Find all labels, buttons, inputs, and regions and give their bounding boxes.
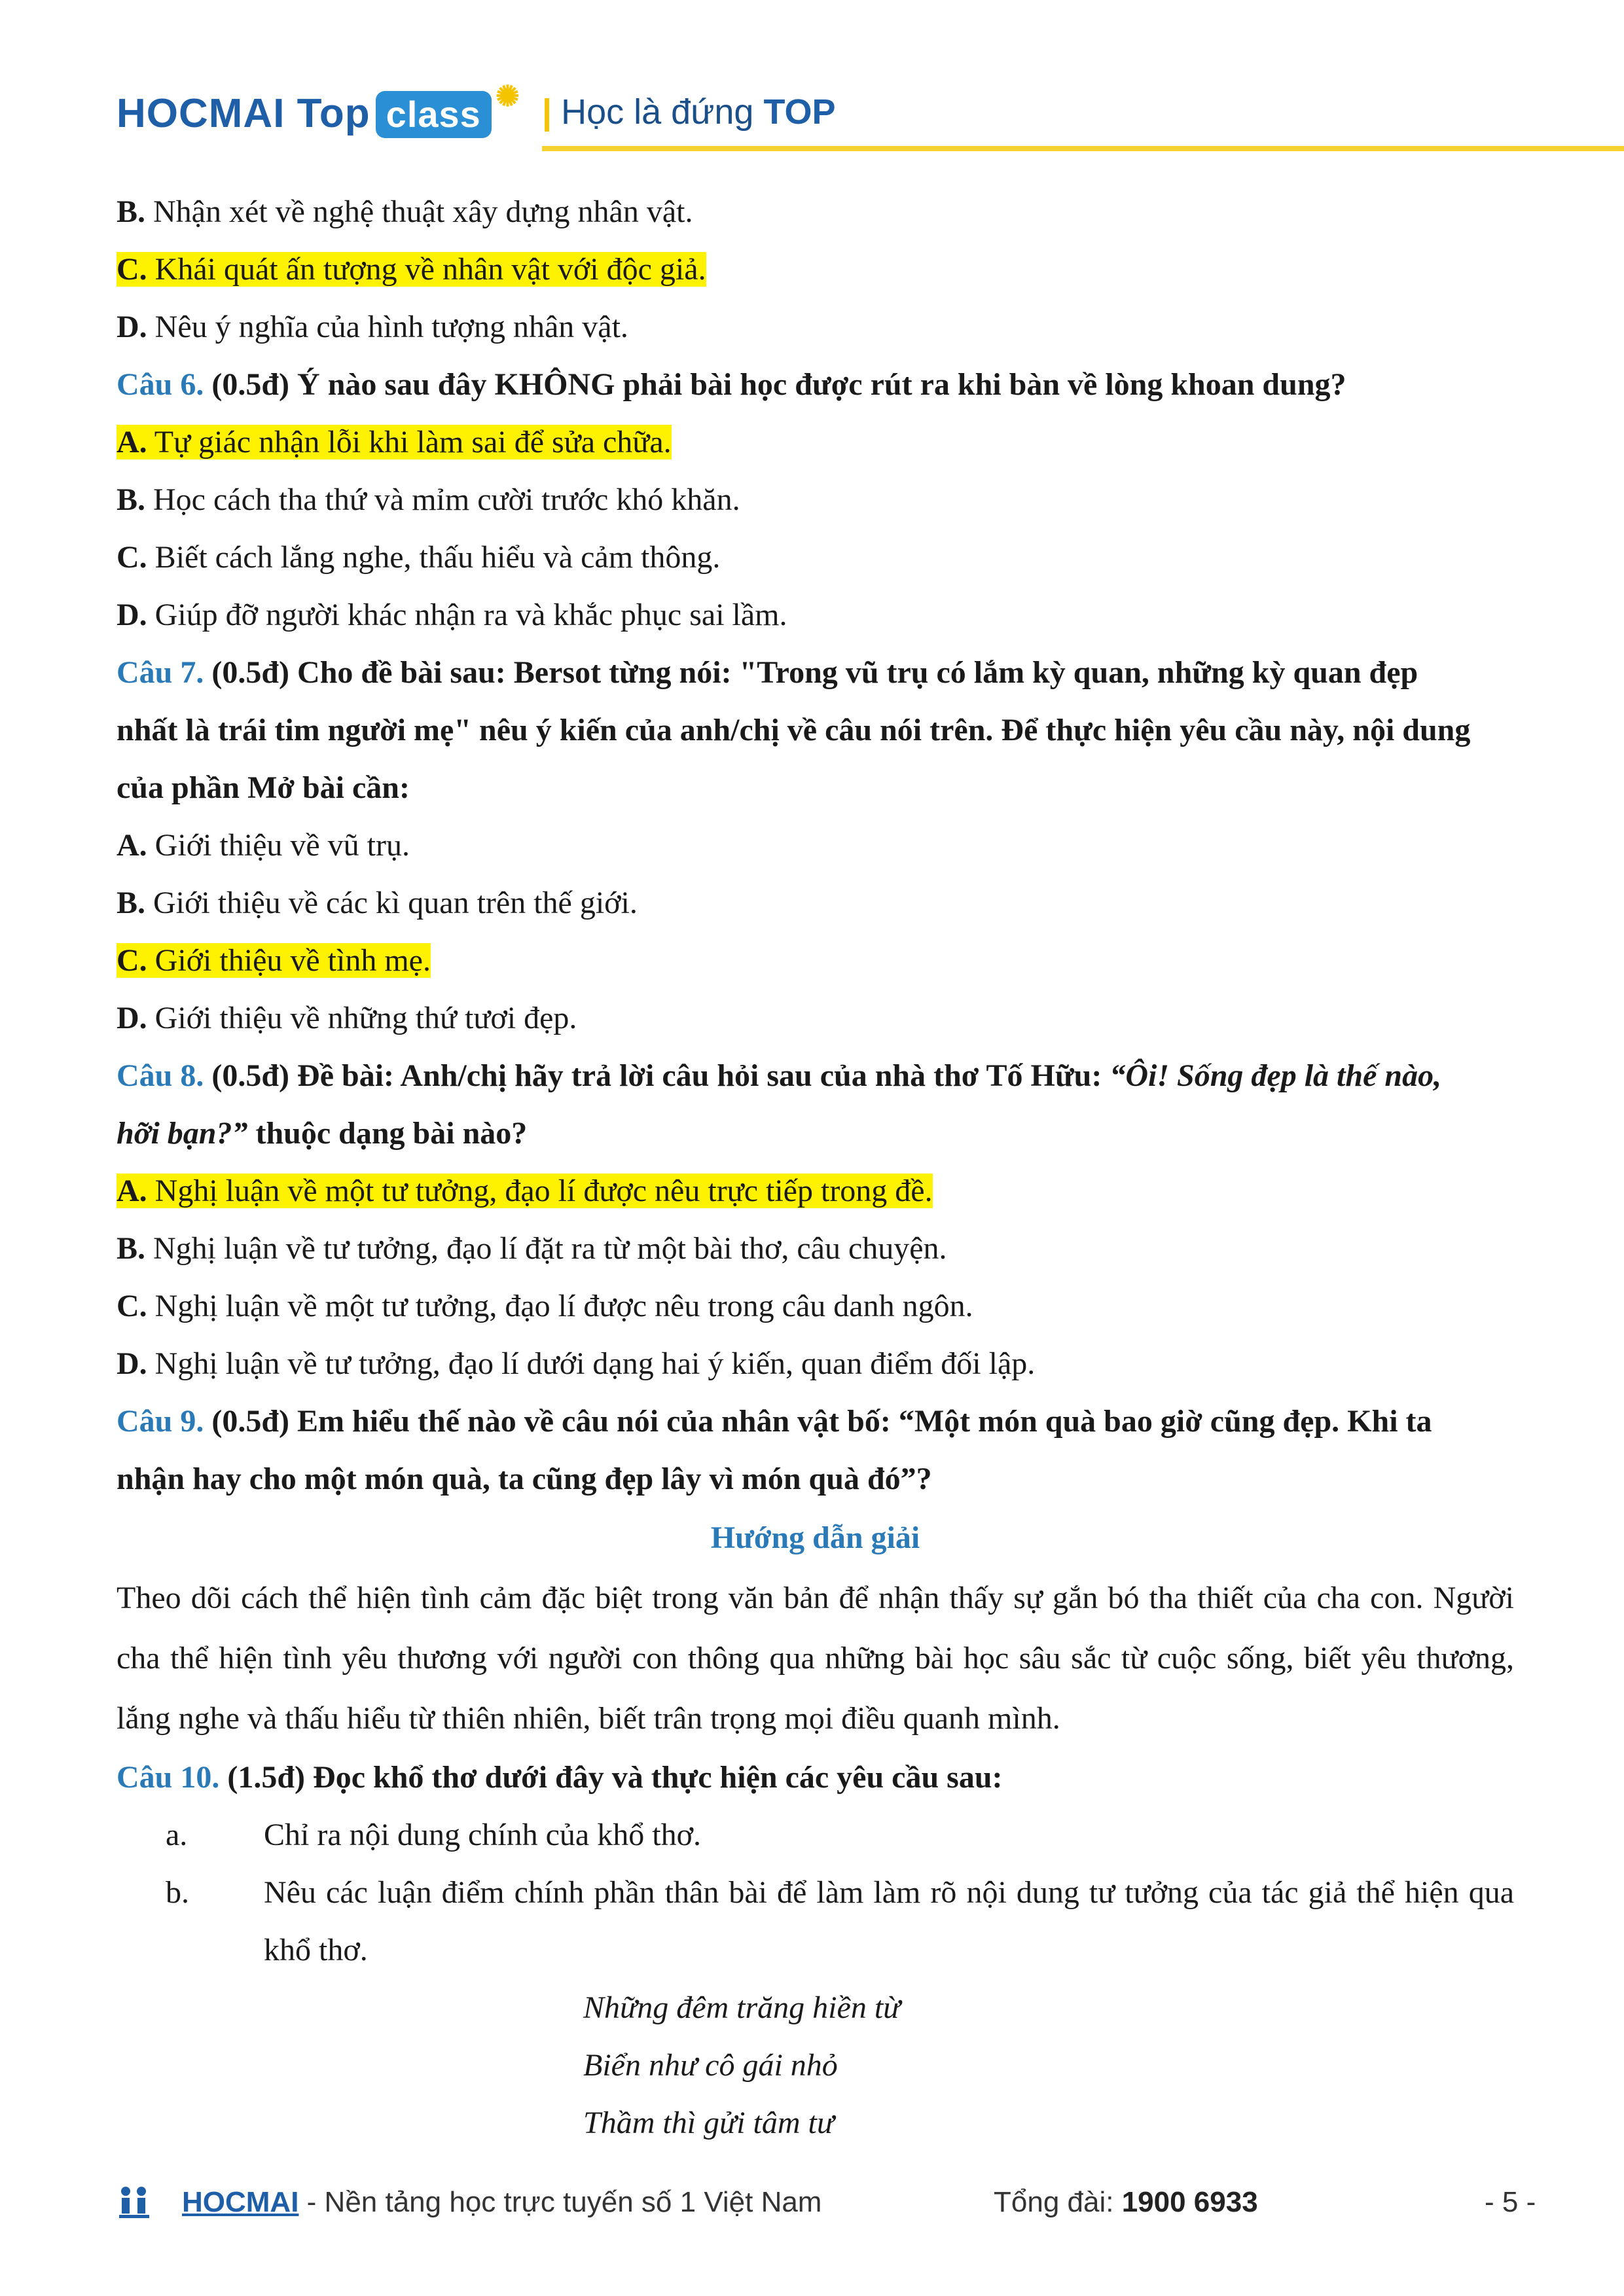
sub-item bbox=[117, 1864, 1514, 1979]
brand-link[interactable]: HOCMAI bbox=[182, 2186, 299, 2218]
brand-slogan: - Nền tảng học trực tuyến số 1 Việt Nam bbox=[298, 2186, 822, 2218]
option-label: A. bbox=[117, 425, 147, 459]
question-text: (0.5đ) Cho đề bài sau: Bersot từng nói: "Trong vũ trụ có lắm kỳ quan, những kỳ quan đẹp bbox=[204, 655, 1418, 690]
question-text bbox=[117, 1105, 1514, 1162]
option-label: D. bbox=[117, 1001, 147, 1035]
option-line bbox=[117, 1162, 1514, 1220]
question-text: (0.5đ) Em hiểu thế nào về câu nói của nhân vật bố: “Một món quà bao giờ cũng đẹp. Khi ta bbox=[204, 1404, 1432, 1439]
question-quote: “Ôi! Sống đẹp là thế nào, bbox=[1110, 1058, 1442, 1093]
question-9 bbox=[117, 1393, 1514, 1450]
option-text: Nghị luận về tư tưởng, đạo lí đặt ra từ một bài thơ, câu chuyện. bbox=[145, 1231, 947, 1266]
option-text: Nghị luận về một tư tưởng, đạo lí được nêu trong câu danh ngôn. bbox=[147, 1289, 973, 1323]
option-text: Khái quát ấn tượng về nhân vật với độc giả. bbox=[147, 252, 706, 287]
sub-item-label: a. bbox=[166, 1818, 188, 1852]
logo-badge: class bbox=[376, 91, 492, 138]
poem-line: Biển như cô gái nhỏ bbox=[583, 2048, 838, 2083]
question-number: Câu 9. bbox=[117, 1404, 204, 1439]
option-label: A. bbox=[117, 828, 147, 863]
highlighted-answer bbox=[117, 1174, 933, 1208]
sub-item-text: Chỉ ra nội dung chính của khổ thơ. bbox=[264, 1818, 701, 1852]
tagline-text: Học là đứng bbox=[561, 92, 754, 132]
option-label: D. bbox=[117, 1346, 147, 1381]
option-line bbox=[117, 183, 1514, 241]
option-label: A. bbox=[117, 1174, 147, 1208]
answer-paragraph: Theo dõi cách thể hiện tình cảm đặc biệt trong văn bản để nhận thấy sự gắn bó tha thiết của cha con. Người cha thể hiện tình yêu thương với người con thông qua những bài học sâu sắc từ cuộc sống, biết yêu thương, lắng nghe và thấu hiểu từ thiên nhiên, biết trân trọng mọi điều quanh mình. bbox=[117, 1581, 1514, 1736]
option-line bbox=[117, 990, 1514, 1047]
option-label: B. bbox=[117, 886, 146, 920]
question-10 bbox=[117, 1749, 1514, 1806]
footer-brand bbox=[182, 2186, 821, 2219]
question-text: (0.5đ) Ý nào sau đây KHÔNG phải bài học được rút ra khi bàn về lòng khoan dung? bbox=[204, 367, 1346, 402]
poem-line: Thầm thì gửi tâm tư bbox=[583, 2106, 835, 2140]
tagline bbox=[542, 92, 835, 132]
option-line bbox=[117, 471, 1514, 529]
guide-title: Hướng dẫn giải bbox=[710, 1520, 920, 1555]
option-text: Học cách tha thứ và mỉm cười trước khó khăn. bbox=[145, 482, 740, 517]
option-label: D. bbox=[117, 598, 147, 632]
option-text: Tự giác nhận lỗi khi làm sai để sửa chữa. bbox=[147, 425, 672, 459]
option-line bbox=[117, 241, 1514, 298]
option-line bbox=[117, 586, 1514, 644]
option-text: Biết cách lắng nghe, thấu hiểu và cảm thông. bbox=[147, 540, 721, 575]
page-footer bbox=[117, 2179, 1557, 2238]
option-label: C. bbox=[117, 943, 147, 978]
option-text: Giới thiệu về những thứ tươi đẹp. bbox=[147, 1001, 577, 1035]
divider-bar: | bbox=[542, 92, 552, 132]
option-line bbox=[117, 874, 1514, 932]
question-text: (1.5đ) Đọc khổ thơ dưới đây và thực hiện các yêu cầu sau: bbox=[219, 1760, 1003, 1795]
option-line bbox=[117, 529, 1514, 586]
question-7 bbox=[117, 644, 1514, 702]
question-text: thuộc dạng bài nào? bbox=[247, 1116, 528, 1151]
question-6 bbox=[117, 356, 1514, 414]
option-label: B. bbox=[117, 482, 146, 517]
option-label: D. bbox=[117, 310, 147, 344]
page-number: - 5 - bbox=[1485, 2186, 1536, 2218]
highlighted-answer bbox=[117, 943, 431, 978]
option-label: C. bbox=[117, 252, 147, 287]
option-text: Giới thiệu về các kì quan trên thế giới. bbox=[145, 886, 638, 920]
sub-item-text: Nêu các luận điểm chính phần thân bài để làm làm rõ nội dung tư tưởng của tác giả thể hiện qua khổ thơ. bbox=[264, 1875, 1514, 1967]
option-text: Nghị luận về tư tưởng, đạo lí dưới dạng hai ý kiến, quan điểm đối lập. bbox=[147, 1346, 1036, 1381]
question-8 bbox=[117, 1047, 1514, 1105]
question-quote: hỡi bạn?” bbox=[117, 1116, 248, 1151]
option-line bbox=[117, 932, 1514, 990]
option-line bbox=[117, 414, 1514, 471]
question-text: nhất là trái tim người mẹ" nêu ý kiến của anh/chị về câu nói trên. Để thực hiện yêu cầu này, nội dung bbox=[117, 713, 1471, 747]
question-number: Câu 7. bbox=[117, 655, 204, 690]
option-text: Nêu ý nghĩa của hình tượng nhân vật. bbox=[147, 310, 628, 344]
option-label: B. bbox=[117, 194, 146, 229]
option-line bbox=[117, 1220, 1514, 1278]
hotline-number: 1900 6933 bbox=[1121, 2186, 1258, 2218]
question-text: (0.5đ) Đề bài: Anh/chị hãy trả lời câu hỏi sau của nhà thơ Tố Hữu: bbox=[204, 1058, 1110, 1093]
option-text: Nhận xét về nghệ thuật xây dựng nhân vật. bbox=[145, 194, 693, 229]
option-line bbox=[117, 817, 1514, 874]
option-text: Nghị luận về một tư tưởng, đạo lí được nêu trực tiếp trong đề. bbox=[147, 1174, 933, 1208]
header-rule bbox=[542, 146, 1624, 151]
footer-hotline bbox=[994, 2186, 1258, 2219]
option-text: Giới thiệu về vũ trụ. bbox=[147, 828, 410, 863]
option-text: Giúp đỡ người khác nhận ra và khắc phục sai lầm. bbox=[147, 598, 787, 632]
option-line bbox=[117, 298, 1514, 356]
sub-item bbox=[117, 1806, 1514, 1864]
sub-item-label: b. bbox=[166, 1875, 189, 1910]
highlighted-answer bbox=[117, 252, 706, 287]
gear-icon: ✺ bbox=[495, 81, 520, 113]
poem-line: Những đêm trăng hiền từ bbox=[583, 1990, 901, 2025]
highlighted-answer bbox=[117, 425, 672, 459]
option-label: B. bbox=[117, 1231, 146, 1266]
option-line bbox=[117, 1278, 1514, 1335]
question-number: Câu 8. bbox=[117, 1058, 204, 1093]
hocmai-topclass-logo bbox=[117, 81, 520, 138]
tagline-bold: TOP bbox=[763, 92, 836, 132]
option-line bbox=[117, 1335, 1514, 1393]
question-number: Câu 6. bbox=[117, 367, 204, 402]
page-content bbox=[117, 183, 1514, 2152]
hocmai-logo-icon bbox=[117, 2183, 152, 2219]
hotline-label: Tổng đài: bbox=[994, 2186, 1122, 2218]
question-number: Câu 10. bbox=[117, 1760, 220, 1795]
option-label: C. bbox=[117, 1289, 147, 1323]
logo-text: HOCMAI Top bbox=[117, 91, 370, 136]
option-label: C. bbox=[117, 540, 147, 575]
option-text: Giới thiệu về tình mẹ. bbox=[147, 943, 431, 978]
question-text: của phần Mở bài cần: bbox=[117, 770, 410, 805]
page-header bbox=[117, 65, 1557, 157]
question-text: nhận hay cho một món quà, ta cũng đẹp lây vì món quà đó”? bbox=[117, 1462, 932, 1496]
